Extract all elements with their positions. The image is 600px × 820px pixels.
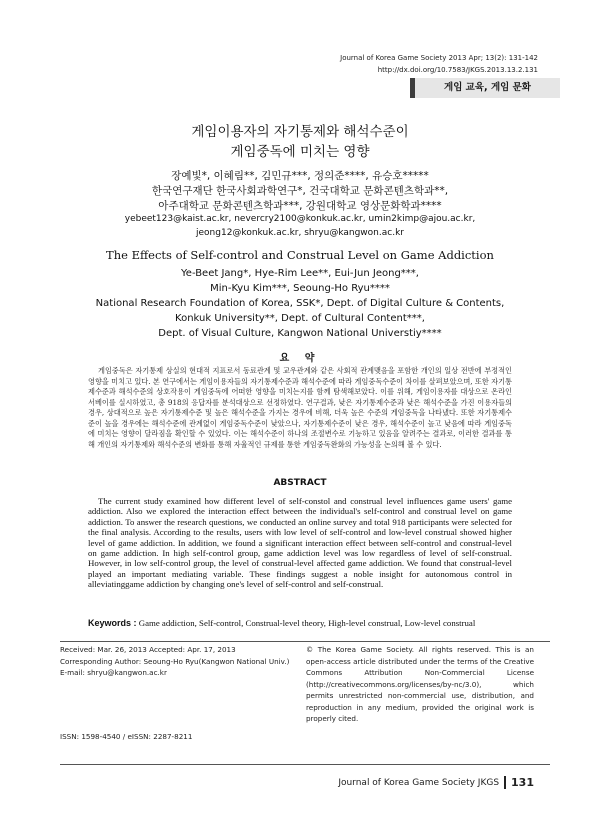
received-accepted-dates: Received: Mar. 26, 2013 Accepted: Apr. 17, 2013 xyxy=(60,645,236,654)
korean-affiliation-line1: 한국연구재단 한국사회과학연구*, 건국대학교 문화콘텐츠학과**, xyxy=(151,185,449,197)
corresponding-email: E-mail: shryu@kangwon.ac.kr xyxy=(60,668,167,677)
english-affiliation-line2: Konkuk University**, Dept. of Cultural Content***, xyxy=(175,313,425,324)
article-info xyxy=(60,644,300,679)
keywords-label: Keywords : xyxy=(88,618,137,628)
footer-divider xyxy=(60,764,550,765)
korean-title-line2: 게임중독에 미치는 영향 xyxy=(230,144,370,160)
english-affiliation-line1: National Research Foundation of Korea, SSK*, Dept. of Digital Culture & Contents, xyxy=(95,298,505,309)
english-affiliation-line3: Dept. of Visual Culture, Kangwon National Universtiy**** xyxy=(158,328,442,339)
issn-info: ISSN: 1598-4540 / eISSN: 2287-8211 xyxy=(60,732,193,741)
category-label: 게임 교육, 게임 문화 xyxy=(410,78,560,98)
korean-abstract-text: 게임중독은 자기통제 상실의 현대적 지표로서 동료관계 및 교우관계와 같은 사회적 관계맺음을 포함한 개인의 일상 전반에 부정적인 영향을 미치고 있다. 본 연구에서는 게임이용자들의 자기통제수준과 해석수준에 따라 게임중독수준이 차이를 살펴보았으며, 또한 자기통제수준과 해석수준의 상호작용이 게임중독에 어떠한 영향을 미치는지를 함께 탐색해보았다. 이를 위해, 게임이용자를 대상으로 온라인 서베이를 실시하였고, 총 918의 응답자를 분석대상으로 선정하였다. 연구결과, 낮은 자기통제수준과 낮은 해석수준을 가진 이용자들의 경우, 상대적으로 높은 자기통제수준 및 높은 해석수준을 가지는 경우에 비해, 더욱 높은 수준의 게임중독을 나타냈다. 또한 자기통제수준이 높을 경우에는 해석수준에 관계없이 게임중독수준이 낮았으나, 자기통제수준이 낮은 경우, 해석수준이 높고 낮음에 따라 게임중독에 미치는 영향이 달라짐을 확인할 수 있었다. 이는 해석수준이 하나의 조절변수로 기능하고 있음을 알려주는 결과로, 이러한 결과를 통해 개인의 자기통제와 해석수준의 변화를 통해 자율적인 규제를 통한 게임중독완화의 가능성을 논의해 볼 수 있다. xyxy=(88,366,512,449)
english-abstract-text: The current study examined how different level of self-constol and construal level influences game users' game addiction. Also we explored the interaction effect between the individual's self-control and construal level on game addiction. To answer the research questions, we conducted an online survey and total 918 participants were selected for the final analysis. According to the results, users with low level of self-control and low-level construal showed higher level of game addiction. In addition, we found a significant interaction effect between self-control and construal-level on game addiction. In high self-control group, game addiction level was low regardless of level of self-construal. However, in low self-control group, the level of construal-level affected game addiction. We found that construal-level played an important mediating variable. These findings suggest a noble insight for autonomous control in alleviatinggame addiction by changing one's level of self-control and self-construal. xyxy=(88,496,512,590)
korean-title-line1: 게임이용자의 자기통제와 해석수준이 xyxy=(191,124,409,140)
doi-link[interactable]: http://dx.doi.org/10.7583/JKGS.2013.13.2.131 xyxy=(377,66,538,74)
korean-abstract-heading: 요 약 xyxy=(279,353,321,364)
english-authors-line1: Ye-Beet Jang*, Hye-Rim Lee**, Eui-Jun Jeong***, xyxy=(181,268,419,279)
keywords-text: Game addiction, Self-control, Construal-level theory, High-level construal, Low-level construal xyxy=(138,618,476,628)
journal-citation xyxy=(340,52,538,76)
footnote-divider xyxy=(60,641,550,642)
corresponding-author: Corresponding Author: Seoung-Ho Ryu(Kangwon National Univ.) xyxy=(60,656,290,666)
english-title: The Effects of Self-control and Construal Level on Game Addiction xyxy=(106,248,494,262)
journal-line: Journal of Korea Game Society 2013 Apr; 13(2): 131-142 xyxy=(340,54,538,62)
footer-separator xyxy=(504,776,506,789)
copyright-license: © The Korea Game Society. All rights reserved. This is an open-access article distributed under the terms of the Creative Commons Attribution Non-Commercial License (http://creativecommons.org/licenses/by-nc/3.0), which permits unrestricted non-commercial use, distribution, and reproduction in any medium, provided the original work is properly cited. xyxy=(306,645,534,723)
english-abstract-heading: ABSTRACT xyxy=(273,478,327,488)
korean-authors: 장예빛*, 이혜림**, 김민규***, 정의준****, 유승호***** xyxy=(171,170,429,182)
keywords xyxy=(88,618,512,629)
english-authors-line2: Min-Kyu Kim***, Seoung-Ho Ryu**** xyxy=(210,283,390,294)
author-emails-line1: yebeet123@kaist.ac.kr, nevercry2100@konkuk.ac.kr, umin2kimp@ajou.ac.kr, xyxy=(124,214,476,224)
page-footer xyxy=(338,776,534,789)
footer-journal-name: Journal of Korea Game Society JKGS xyxy=(338,777,500,788)
page-number: 131 xyxy=(511,776,534,789)
author-emails-line2: jeong12@konkuk.ac.kr, shryu@kangwon.ac.kr xyxy=(196,228,404,238)
korean-affiliation-line2: 아주대학교 문화콘텐츠학과***, 강원대학교 영상문화학과**** xyxy=(158,200,442,212)
